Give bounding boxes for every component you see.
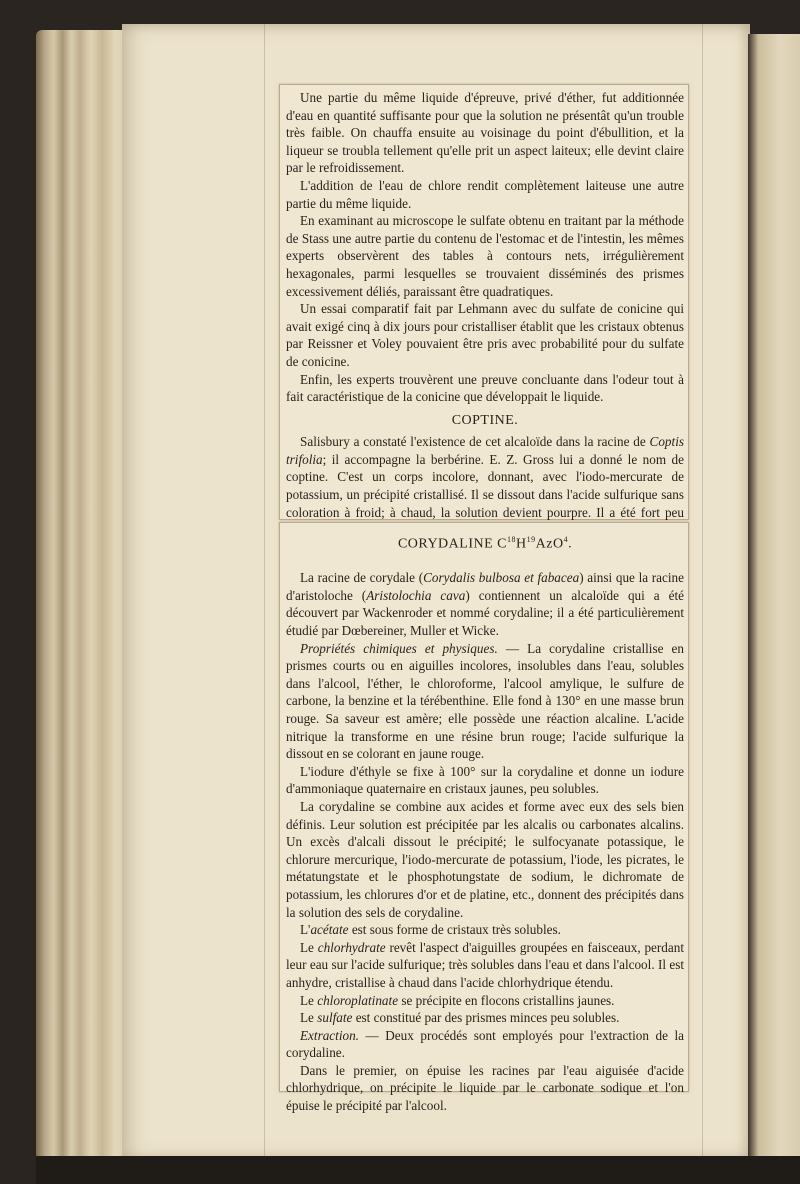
paragraph-properties: Propriétés chimiques et physiques. — La corydaline cristallise en prismes courts ou en aiguilles incolores, insolubles dans l'eau, solubles dans l'alcool, l'éther, le chloroforme, l'alcool amylique, le sulfure de carbone, la benzine et la térébenthine. Elle fond à 130° en une masse brun rouge. Sa saveur est amère; elle possède une réaction alcaline. L'acide nitrique la transforme en une résine brun rouge; l'acide sulfurique la dissout en se colorant en jaune rouge. bbox=[286, 640, 685, 762]
section-heading-corydaline: CORYDALINE $C^{18}H^{19}AzO^4$. bbox=[397, 535, 573, 552]
paragraph: Un essai comparatif fait par Lehmann avec du sulfate de conicine qui avait exigé cinq à dix jours pour cristalliser établit que les cristaux obtenus par Reissner et Voley pouvaient être pris avec probabilité pour du sulfate de conicine. bbox=[286, 301, 684, 369]
book-bottom-shadow bbox=[36, 1156, 800, 1184]
paragraph-extraction: Extraction. — Deux procédés sont employés pour l'extraction de la corydaline. bbox=[286, 1027, 684, 1061]
paragraph: Enfin, les experts trouvèrent une preuve concluante dans l'odeur tout à fait caractéristique de la conicine que développait le liquide. bbox=[286, 371, 684, 405]
paragraph-premier-procede: Dans le premier, on épuise les racines par l'eau aiguisée d'acide chlorhydrique, on précipite le liquide par le carbonate sodique et l'on épuise le précipité par l'alcool. bbox=[286, 1062, 684, 1114]
margin-rule-left bbox=[264, 24, 265, 1160]
paragraph-sulfate: Le sulfate est constitué par des prismes minces peu solubles. bbox=[300, 1010, 620, 1026]
pasted-clipping-corydaline bbox=[279, 522, 689, 1114]
paragraph: Une partie du même liquide d'épreuve, privé d'éther, fut additionnée d'eau en quantité suffisante pour que la solution ne présentât qu'un trouble très faible. On chauffa ensuite au voisinage du point d'ébullition, et la liqueur se troubla tellement qu'elle prit un aspect laiteux; elle devint claire par le refroidissement. bbox=[286, 90, 684, 176]
section-heading-coptine: COPTINE. bbox=[451, 412, 519, 428]
paragraph: En examinant au microscope le sulfate obtenu en traitant par la méthode de Stass une autre partie du contenu de l'estomac et de l'intestin, les mêmes experts observèrent des tables à contours nets, irrégulièrement hexagonales, parmi lesquelles se trouvaient disséminés des prismes excessivement déliés, paraissant être quadratiques. bbox=[286, 213, 684, 299]
paragraph-intro: La racine de corydale (Corydalis bulbosa et fabacea) ainsi que la racine d'aristoloche (Aristolochia cava) contiennent un alcaloïde qui a été découvert par Wackenroder et nommé corydaline; il a été particulièrement étudié par Dœbereiner, Muller et Wicke. bbox=[286, 570, 684, 639]
paragraph: L'addition de l'eau de chlore rendit complètement laiteuse une autre partie du même liquide. bbox=[286, 177, 684, 211]
paragraph-coptine: Salisbury a constaté l'existence de cet alcaloïde dans la racine de Coptis trifolia; il accompagne la berbérine. E. Z. Gross lui a donné le nom de coptine. C'est un corps incolore, donnant, avec l'iodo-mercurate de potassium, un précipité cristallisé. Il se dissout dans l'acide sulfurique sans coloration à froid; à chaud, la solution devient pourpre. Il a été fort peu bbox=[286, 434, 684, 520]
paragraph-iodure: L'iodure d'éthyle se fixe à 100° sur la corydaline et donne un iodure d'ammoniaque quaternaire en cristaux jaunes, peu solubles. bbox=[286, 763, 684, 797]
paragraph-chloroplatinate: Le chloroplatinate se précipite en flocons cristallins jaunes. bbox=[300, 992, 615, 1008]
pasted-clipping-conicine-coptine bbox=[279, 84, 689, 520]
paragraph-chlorhydrate: Le chlorhydrate revêt l'aspect d'aiguilles groupées en faisceaux, perdant leur eau sur l'acide sulfurique; très solubles dans l'eau et dans l'alcool. Il est anhydre, cristallise à chaud dans l'acide chlorhydrique étendu. bbox=[286, 939, 684, 990]
facing-page-edge bbox=[748, 34, 800, 1158]
margin-rule-right bbox=[702, 24, 703, 1160]
paragraph-acetate: L'acétate est sous forme de cristaux très solubles. bbox=[300, 922, 561, 938]
paragraph-salts: La corydaline se combine aux acides et forme avec eux des sels bien définis. Leur solution est précipitée par les alcalis ou carbonates alcalins. Un excès d'alcali dissout le précipité; le sulfocyanate potassique, le chlorure mercurique, l'iodo-mercurate de potassium, l'iode, les picrates, le métatungstate et le phosphotungstate de sodium, le dichromate de potassium, les chlorures d'or et de platine, etc., donnent des précipités dans la solution des sels de corydaline. bbox=[286, 798, 684, 920]
